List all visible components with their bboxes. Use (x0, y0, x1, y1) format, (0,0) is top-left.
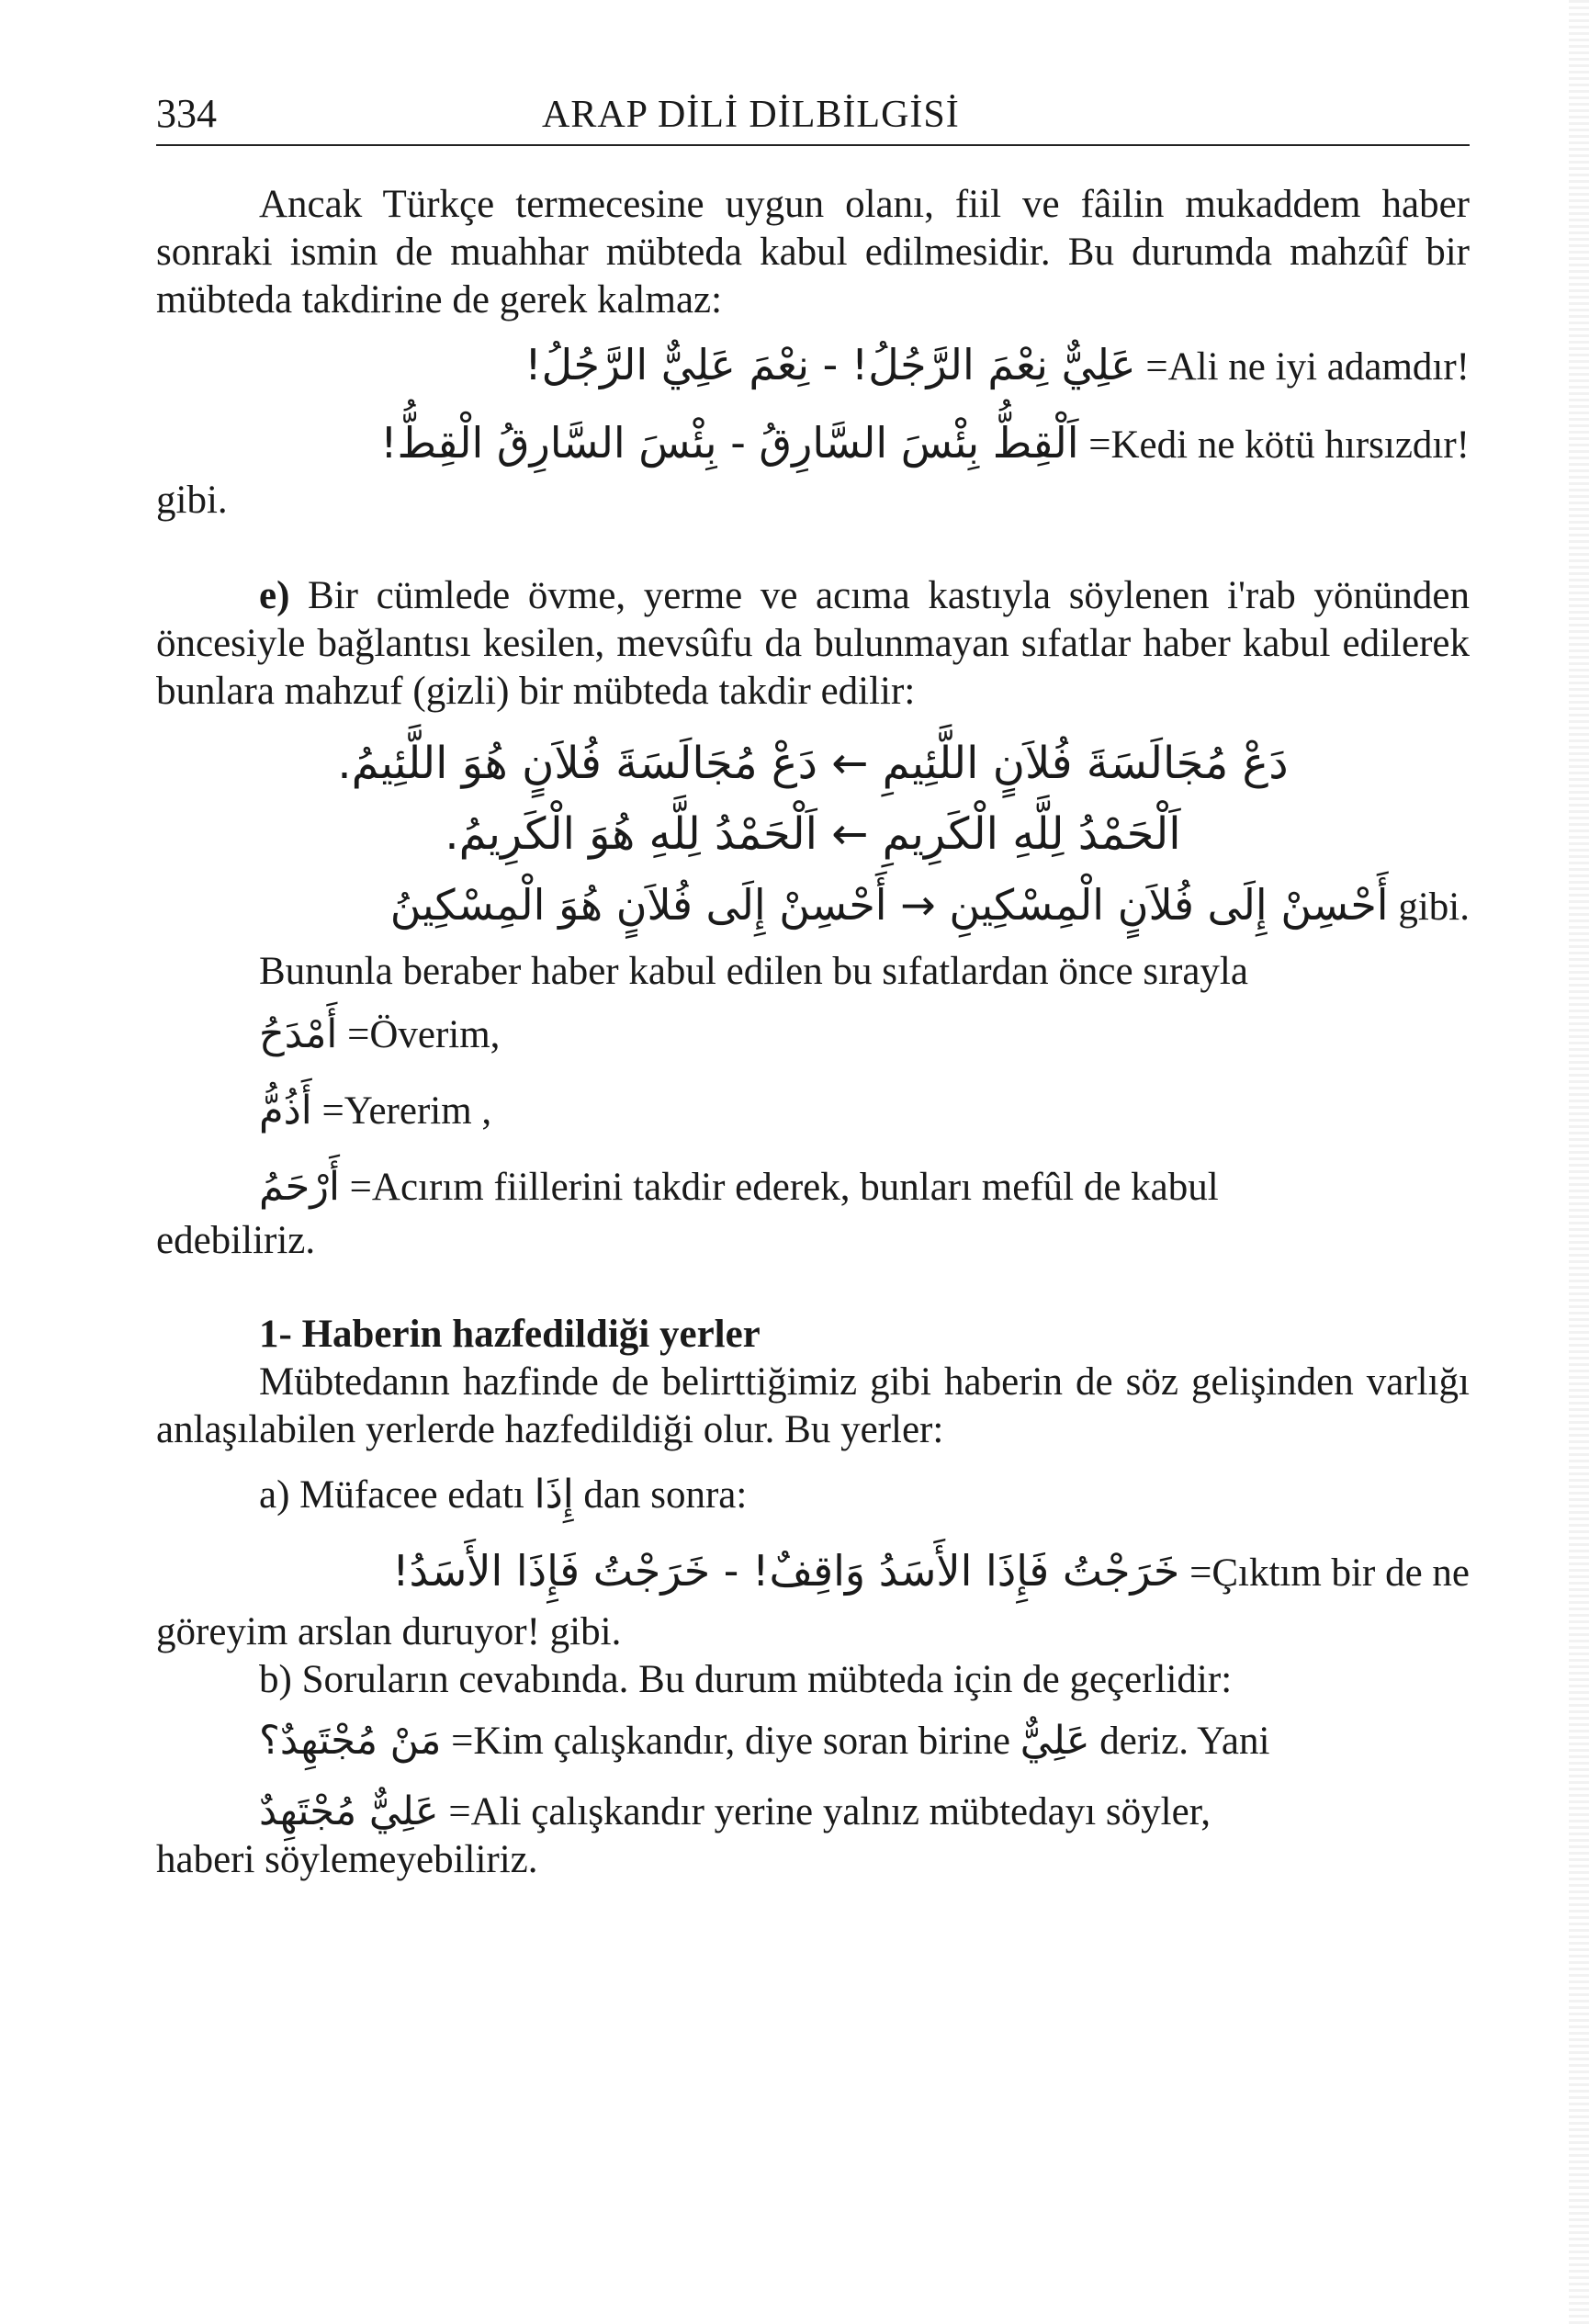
paragraph-6: göreyim arslan duruyor! gibi. (156, 1610, 622, 1653)
verb-3 (156, 1163, 1470, 1212)
example-6-arabic: خَرَجْتُ فَإِذَا الأَسَدُ وَاقِفٌ! - خَرَجْتُ فَإِذَا الأَسَدُ! (392, 1546, 1180, 1596)
item-a-arabic: إِذَا (534, 1472, 574, 1517)
item-a (156, 1471, 1470, 1519)
example-8-translation: =Ali çalışkandır yerine yalnız mübtedayı söyler, (448, 1790, 1211, 1833)
example-4-arabic: اَلْحَمْدُ لِلَّهِ الْكَرِيمِ ← اَلْحَمْدُ لِلَّهِ هُوَ الْكَرِيمُ. (445, 808, 1181, 860)
paragraph-4: edebiliriz. (156, 1219, 316, 1262)
page-body (156, 181, 1470, 1884)
example-1-translation: =Ali ne iyi adamdır! (1145, 345, 1470, 389)
item-b: b) Soruların cevabında. Bu durum mübteda için de geçerlidir: (259, 1658, 1233, 1701)
verb-3-translation: =Acırım fiillerini takdir ederek, bunları mefûl de kabul (349, 1166, 1219, 1209)
page-edge (1569, 0, 1589, 2324)
section-heading: 1- Haberin hazfedildiği yerler (259, 1313, 761, 1356)
page-number: 334 (156, 91, 217, 136)
example-5-gibi: gibi. (1398, 886, 1470, 929)
paragraph-e (156, 572, 1470, 716)
example-5-arabic: أَحْسِنْ إِلَى فُلاَنٍ الْمِسْكِينِ → أَحْسِنْ إِلَى فُلاَنٍ هُوَ الْمِسْكِينُ (389, 880, 1389, 930)
verb-3-arabic: أَرْحَمُ (259, 1164, 340, 1210)
item-a-after: dan sonra: (583, 1473, 748, 1517)
paragraph-e-text: Bir cümlede övme, yerme ve acıma kastıyla söylenen i'rab yönünden öncesiyle bağlantısı kesilen, mevsûfu da bulunmayan sıfatlar haber kabul edilerek bunlara mahzuf (gizli) bir mübteda takdir edilir: (156, 574, 1470, 713)
example-7-answer: عَلِيٌّ (1020, 1718, 1090, 1764)
book-page (156, 87, 1470, 1884)
paragraph-7: haberi söylemeyebiliriz. (156, 1838, 538, 1881)
verb-1 (156, 1010, 1470, 1059)
example-2 (156, 419, 1470, 469)
example-7-translation-2: deriz. Yani (1099, 1720, 1270, 1763)
paragraph-5: Mübtedanın hazfinde de belirttiğimiz gibi haberin de söz gelişinden varlığı anlaşılabilen yerlerde hazfedildiği olur. Bu yerler: (156, 1360, 1470, 1451)
running-title: ARAP DİLİ DİLBİLGİSİ (542, 94, 960, 136)
example-1 (156, 341, 1470, 391)
example-4 (156, 810, 1470, 861)
item-a-before: a) Müfacee edatı (259, 1473, 524, 1517)
example-7-arabic: مَنْ مُجْتَهِدٌ؟ (259, 1718, 442, 1764)
example-6 (156, 1547, 1470, 1597)
example-8-arabic: عَلِيٌّ مُجْتَهِدٌ (259, 1788, 439, 1834)
verb-2-translation: =Yererim , (321, 1089, 492, 1133)
paragraph-1: Ancak Türkçe termecesine uygun olanı, fiil ve fâilin mukaddem haber sonraki ismin de muahhar mübteda kabul edilmesidir. Bu durumda mahzûf bir mübteda takdirine de gerek kalmaz: (156, 183, 1470, 322)
example-3-arabic: دَعْ مُجَالَسَةَ فُلاَنٍ اللَّئِيمِ ← دَعْ مُجَالَسَةَ فُلاَنٍ هُوَ اللَّئِيمُ. (337, 738, 1289, 789)
verb-2 (156, 1087, 1470, 1135)
example-1-arabic: عَلِيٌّ نِعْمَ الرَّجُلُ! - نِعْمَ عَلِيٌّ الرَّجُلُ! (524, 340, 1136, 389)
example-7-translation: =Kim çalışkandır, diye soran birine (451, 1720, 1011, 1763)
example-2-translation: =Kedi ne kötü hırsızdır! (1088, 423, 1470, 467)
paragraph-3: Bununla beraber haber kabul edilen bu sıfatlardan önce sırayla (259, 950, 1248, 993)
verb-2-arabic: أَذُمُّ (259, 1088, 312, 1134)
example-5 (156, 881, 1470, 931)
example-8 (156, 1788, 1470, 1836)
example-3 (156, 739, 1470, 790)
verb-1-translation: =Överim, (347, 1013, 501, 1056)
item-e-label: e) (259, 574, 290, 617)
verb-1-arabic: أَمْدَحُ (259, 1011, 338, 1057)
example-7 (156, 1717, 1470, 1766)
example-6-translation: =Çıktım bir de ne (1189, 1551, 1470, 1595)
example-2-arabic: اَلْقِطُّ بِئْسَ السَّارِقُ - بِئْسَ السَّارِقُ الْقِطُّ! (380, 418, 1079, 468)
gibi-1: gibi. (156, 479, 228, 522)
page-header (156, 87, 1470, 146)
